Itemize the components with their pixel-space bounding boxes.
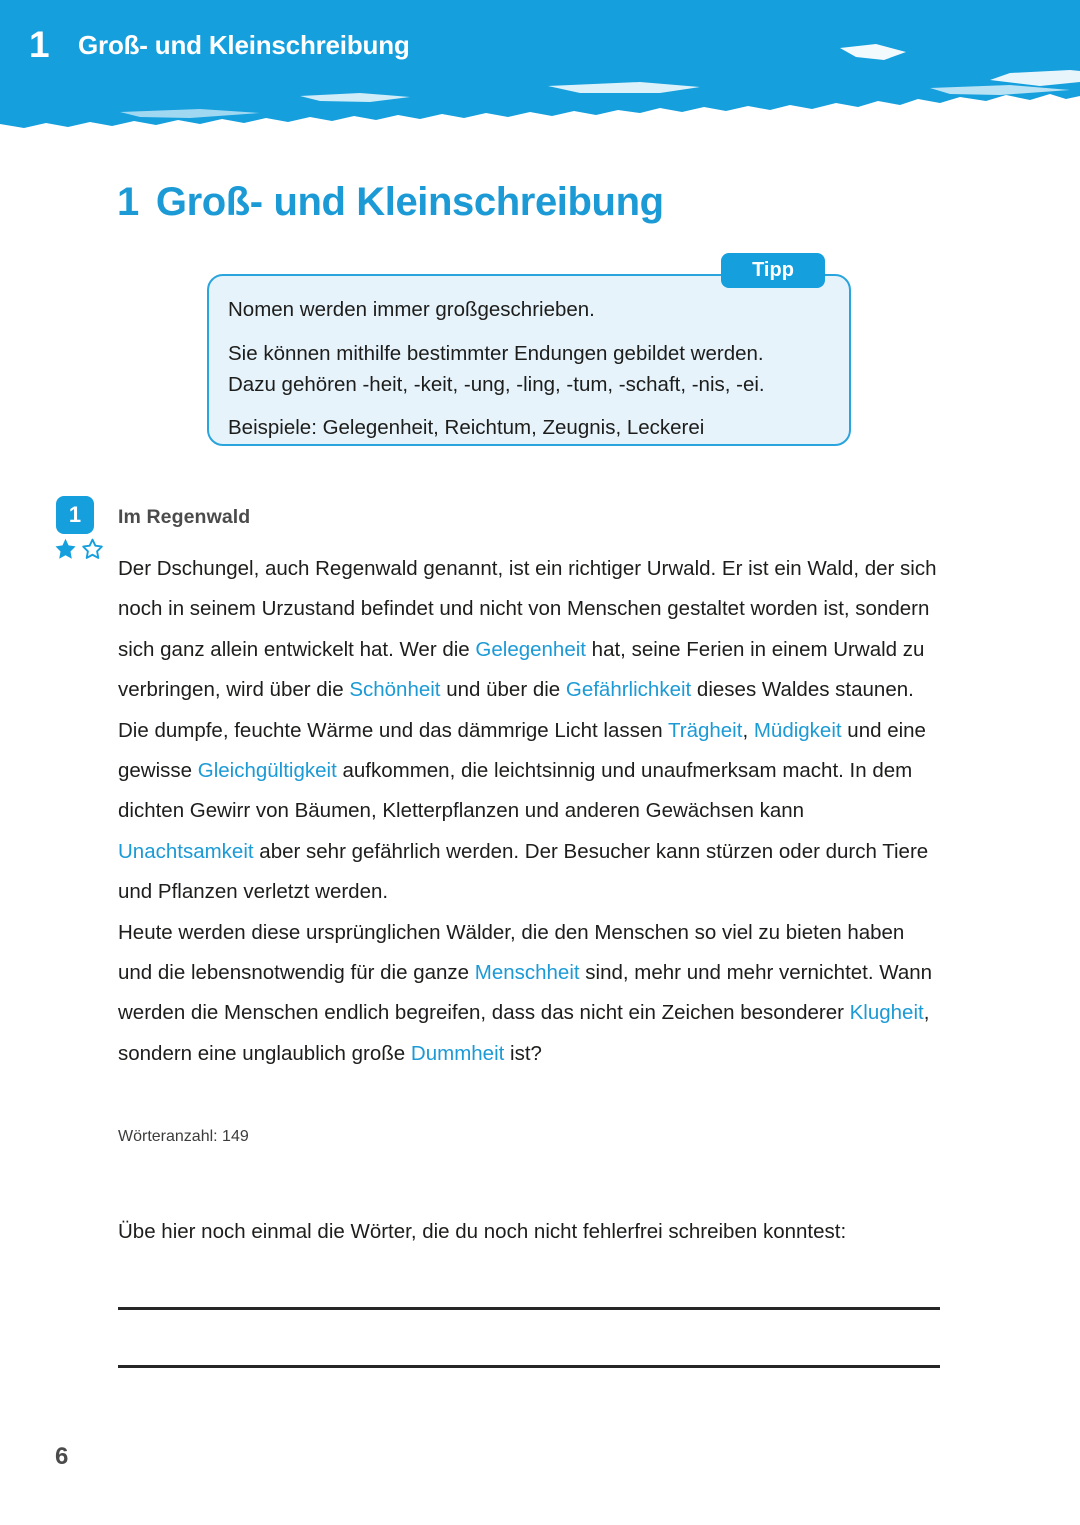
text-run: sind, mehr und mehr vernichtet. Wann werden die Menschen endlich begreifen, dass das nicht ein Zeichen besonderer [118,961,933,1025]
highlighted-noun: Schönheit [349,678,441,702]
text-run: und eine gewisse [118,718,926,783]
text-run: und über die [440,678,566,702]
text-run: ist? [504,1041,542,1065]
exercise-number-badge: 1 [56,496,94,534]
page-title-number: 1 [117,179,139,224]
practice-prompt: Übe hier noch einmal die Wörter, die du noch nicht fehlerfrei schreiben konntest: [118,1220,847,1243]
page-title-text: Groß- und Kleinschreibung [155,179,664,224]
exercise-heading: Im Regenwald [118,506,251,528]
tipp-spacer-1 [228,326,823,339]
tipp-box-body [207,274,851,446]
tipp-tab-label: Tipp [721,253,825,288]
text-run: aber sehr gefährlich werden. Der Besucher kann stürzen oder durch Tiere und Pflanzen verletzt werden. [118,839,929,904]
highlighted-noun: Gefährlichkeit [565,678,692,702]
practice-write-line[interactable] [118,1365,940,1368]
tipp-box [207,253,855,465]
paragraph-1 [118,549,942,711]
highlighted-noun: Müdigkeit [753,718,842,742]
highlighted-noun: Trägheit [667,718,743,742]
highlighted-noun: Menschheit [474,961,580,985]
difficulty-stars [53,536,105,562]
text-run: , [742,718,754,742]
text-run: aufkommen, die leichtsinnig und unaufmerksam macht. In dem dichten Gewirr von Bäumen, Kletterpflanzen und anderen Gewächsen kann [118,759,913,823]
header-content [0,0,1080,90]
tipp-line-4: Beispiele: Gelegenheit, Reichtum, Zeugnis, Leckerei [228,416,705,440]
tipp-line-1: Nomen werden immer großgeschrieben. [228,298,595,321]
header-chapter-title: Groß- und Kleinschreibung [78,30,410,60]
practice-write-line[interactable] [118,1307,940,1310]
word-count: Wörteranzahl: 149 [118,1128,249,1145]
highlighted-noun: Dummheit [410,1041,505,1065]
exercise-body-text [118,549,942,1074]
tipp-spacer-2 [228,400,823,413]
paragraph-3 [118,913,942,1075]
text-run: Die dumpfe, feuchte Wärme und das dämmrige Licht lassen [118,718,668,742]
highlighted-noun: Gleichgültigkeit [197,759,337,783]
page-title [117,179,664,225]
star-filled-icon [53,537,78,561]
text-run: hat, seine Ferien in einem Urwald zu verbringen, wird über die [118,637,925,702]
highlighted-noun: Unachtsamkeit [118,839,254,863]
tipp-line-3: Dazu gehören -heit, -keit, -ung, -ling, -tum, -schaft, -nis, -ei. [228,372,765,396]
star-outline-icon [80,537,105,561]
highlighted-noun: Klugheit [849,1001,924,1025]
page-number: 6 [55,1443,69,1470]
text-run: Heute werden diese ursprünglichen Wälder, die den Menschen so viel zu bieten haben und die lebensnotwendig für die ganze [118,920,905,985]
highlighted-noun: Gelegenheit [475,637,586,661]
header-chapter-number: 1 [28,23,50,65]
header-band [0,0,1080,140]
paragraph-2 [118,711,942,913]
text-run: dieses Waldes staunen. [691,678,914,702]
text-run: , sondern eine unglaublich große [118,1001,930,1065]
text-run: Der Dschungel, auch Regenwald genannt, ist ein richtiger Urwald. Er ist ein Wald, der sich noch in seinem Urzustand befindet und nicht von Menschen gestaltet worden ist, sondern sich ganz allein entwickelt hat. Wer die [118,557,937,661]
tipp-line-2: Sie können mithilfe bestimmter Endungen gebildet werden. [228,341,764,365]
